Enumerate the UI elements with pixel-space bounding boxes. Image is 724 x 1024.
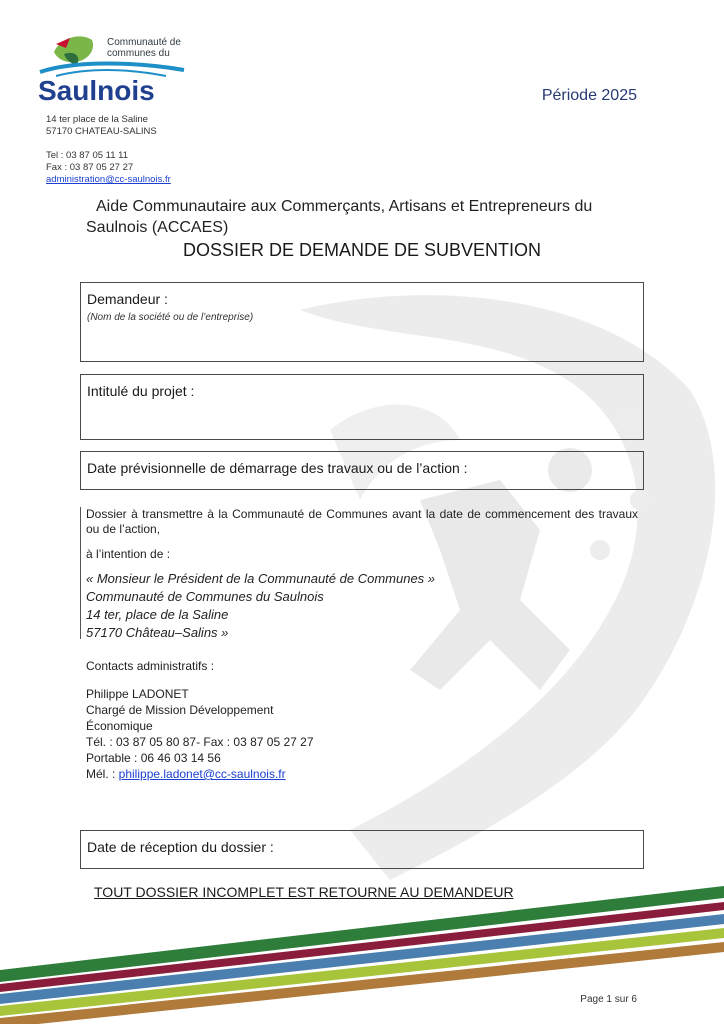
- date-demarrage-label: Date prévisionnelle de démarrage des travaux ou de l’action :: [87, 460, 468, 476]
- instruction-text: Dossier à transmettre à la Communauté de Communes avant la date de commencement des travaux ou de l’action,: [86, 507, 638, 536]
- address-line: 57170 CHATEAU-SALINS: [46, 126, 157, 137]
- reception-field[interactable]: [80, 830, 644, 869]
- projet-field[interactable]: [80, 374, 644, 440]
- fax: Fax : 03 87 05 27 27: [46, 162, 134, 173]
- demandeur-hint: (Nom de la société ou de l’entreprise): [87, 312, 254, 323]
- contact-role: Chargé de Mission Développement: [86, 703, 274, 717]
- tel: Tel : 03 87 05 11 11: [46, 150, 129, 161]
- contact-phone: Tél. : 03 87 05 80 87- Fax : 03 87 05 27 27: [86, 735, 314, 749]
- document-title: DOSSIER DE DEMANDE DE SUBVENTION: [182, 240, 542, 260]
- contact-name: Philippe LADONET: [86, 687, 189, 701]
- divider: [80, 507, 81, 639]
- program-title: Aide Communautaire aux Commerçants, Artisans et Entrepreneurs du Saulnois (ACCAES): [86, 198, 593, 236]
- address: [46, 114, 157, 138]
- contact-email-link[interactable]: philippe.ladonet@cc-saulnois.fr: [118, 767, 286, 781]
- org-contact: [46, 150, 171, 186]
- address-line: 14 ter place de la Saline: [46, 114, 148, 125]
- periode: Période 2025: [541, 87, 637, 104]
- logo-text: Saulnois: [38, 75, 155, 106]
- instruction-text: à l’intention de :: [86, 547, 171, 561]
- page-number: Page 1 sur 6: [580, 994, 637, 1005]
- org-name: Communauté de communes du: [107, 37, 181, 59]
- date-demarrage-field[interactable]: [80, 451, 644, 490]
- org-email-link[interactable]: administration@cc-saulnois.fr: [46, 174, 171, 185]
- incomplete-notice: TOUT DOSSIER INCOMPLET EST RETOURNE AU DEMANDEUR: [94, 884, 514, 900]
- contacts-block: [86, 658, 314, 782]
- contact-role: Économique: [86, 719, 153, 733]
- recipient-line: Communauté de Communes du Saulnois: [86, 589, 324, 604]
- recipient-line: « Monsieur le Président de la Communauté de Communes »: [86, 571, 436, 586]
- contact-mail-prefix: Mél. :: [86, 767, 119, 781]
- demandeur-field[interactable]: [80, 282, 644, 362]
- demandeur-label: Demandeur :: [87, 291, 168, 307]
- recipient-line: 14 ter, place de la Saline: [86, 607, 229, 622]
- projet-label: Intitulé du projet :: [87, 383, 195, 399]
- reception-label: Date de réception du dossier :: [87, 839, 274, 855]
- contacts-heading: Contacts administratifs :: [86, 659, 215, 673]
- recipient-line: 57170 Château–Salins »: [86, 625, 229, 640]
- contact-mobile: Portable : 06 46 03 14 56: [86, 751, 221, 765]
